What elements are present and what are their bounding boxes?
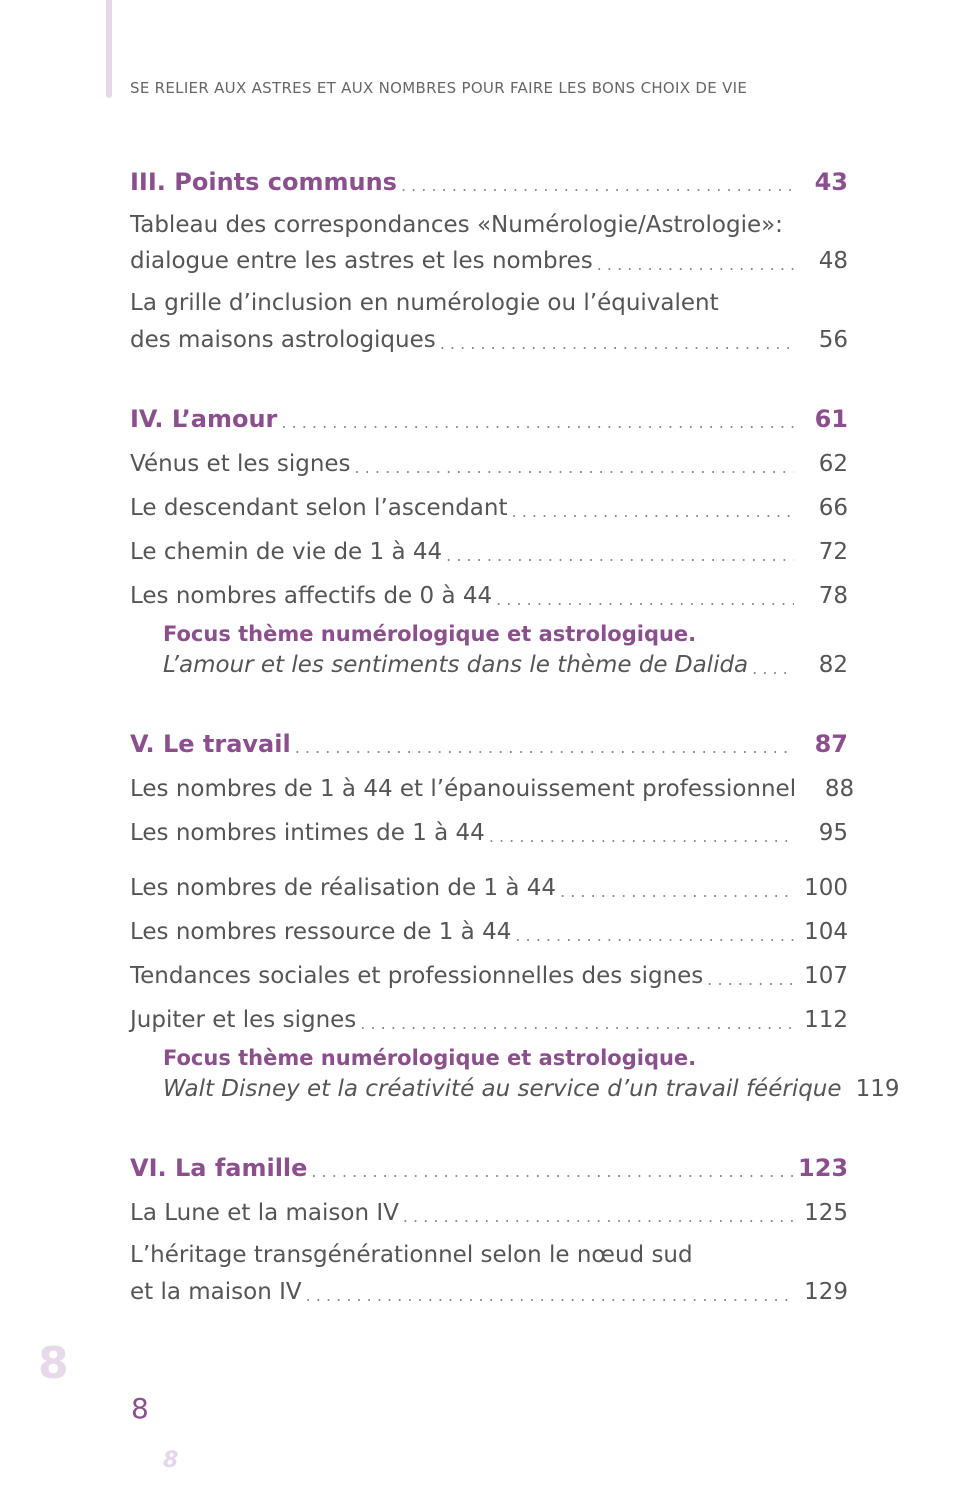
toc-page-number: 62 <box>818 451 848 477</box>
toc-page-number: 48 <box>818 248 848 274</box>
toc-page-number: 72 <box>818 539 848 565</box>
toc-entry-label: Jupiter et les signes <box>130 1007 357 1033</box>
toc-chapter-title: V. Le travail <box>130 730 291 758</box>
toc-chapter-iii[interactable] <box>130 160 848 200</box>
toc-page-number: 43 <box>814 168 848 196</box>
leader-dots <box>560 884 794 906</box>
folio-ghost-small: 8 <box>163 1448 179 1473</box>
toc-entry[interactable] <box>130 530 848 570</box>
toc-chapter-title: III. Points communs <box>130 168 397 196</box>
leader-dots <box>306 1288 794 1310</box>
leader-dots <box>707 972 794 994</box>
toc-page-number: 112 <box>804 1007 848 1033</box>
toc-entry[interactable] <box>130 318 848 358</box>
leader-dots <box>515 928 794 950</box>
toc-entry-label: Les nombres de réalisation de 1 à 44 <box>130 875 557 901</box>
toc-entry-label: La Lune et la maison IV <box>130 1200 399 1226</box>
leader-dots <box>440 336 794 358</box>
page-number: 8 <box>131 1392 149 1425</box>
leader-dots <box>403 1209 794 1231</box>
leader-dots <box>360 1016 794 1038</box>
focus-title[interactable]: Focus thème numérologique et astrologique. <box>163 622 697 646</box>
toc-entry[interactable] <box>130 954 848 994</box>
toc-chapter-iv[interactable] <box>130 397 848 437</box>
toc-page-number: 100 <box>804 875 848 901</box>
toc-page-number: 87 <box>814 730 848 758</box>
toc-entry[interactable] <box>130 1191 848 1231</box>
toc-entry-label: Les nombres intimes de 1 à 44 <box>130 820 485 846</box>
toc-entry[interactable] <box>130 998 848 1038</box>
toc-entry[interactable] <box>130 811 848 851</box>
leader-dots <box>752 661 794 683</box>
leader-dots <box>355 460 794 482</box>
toc-page-number: 95 <box>818 820 848 846</box>
toc-page-number: 107 <box>804 963 848 989</box>
toc-page-number: 61 <box>814 405 848 433</box>
toc-page-number: 78 <box>818 583 848 609</box>
toc-chapter-v[interactable] <box>130 722 848 762</box>
leader-dots <box>496 592 794 614</box>
leader-dots <box>489 829 794 851</box>
toc-page-number: 56 <box>818 327 848 353</box>
toc-page-number: 123 <box>798 1154 849 1182</box>
leader-dots <box>597 257 794 279</box>
toc-chapter-title: VI. La famille <box>130 1154 308 1182</box>
leader-dots <box>311 1164 794 1186</box>
toc-chapter-vi[interactable] <box>130 1146 848 1186</box>
toc-entry-label: L’amour et les sentiments dans le thème de Dalida <box>163 652 749 678</box>
toc-entry-label: Tendances sociales et professionnelles des signes <box>130 963 704 989</box>
toc-entry[interactable] <box>130 442 848 482</box>
toc-focus-entry[interactable] <box>163 1067 900 1107</box>
toc-chapter-title: IV. L’amour <box>130 405 278 433</box>
toc-entry-line[interactable]: Tableau des correspondances «Numérologie/Astrologie»: <box>130 212 783 238</box>
toc-focus-entry[interactable] <box>163 643 848 683</box>
leader-dots <box>295 740 794 762</box>
toc-entry-label: et la maison IV <box>130 1279 302 1305</box>
toc-page-number: 66 <box>818 495 848 521</box>
folio-ghost-large: 8 <box>38 1338 69 1389</box>
toc-entry-label: des maisons astrologiques <box>130 327 436 353</box>
toc-entry[interactable] <box>130 866 848 906</box>
toc-entry[interactable] <box>130 1270 848 1310</box>
toc-page-number: 82 <box>818 652 848 678</box>
toc-entry[interactable] <box>130 574 848 614</box>
toc-entry-label: Les nombres de 1 à 44 et l’épanouissement professionnel <box>130 776 797 802</box>
margin-accent-bar <box>106 0 112 98</box>
toc-entry-label: Les nombres affectifs de 0 à 44 <box>130 583 493 609</box>
leader-dots <box>512 504 794 526</box>
toc-page-number: 104 <box>804 919 848 945</box>
toc-entry-label: Le chemin de vie de 1 à 44 <box>130 539 443 565</box>
leader-dots <box>446 548 794 570</box>
toc-page-number: 88 <box>824 776 855 802</box>
toc-entry[interactable] <box>130 486 848 526</box>
leader-dots <box>401 178 794 200</box>
toc-entry-label: Vénus et les signes <box>130 451 351 477</box>
toc-page-number: 119 <box>855 1076 900 1102</box>
toc-entry-line[interactable]: La grille d’inclusion en numérologie ou l’équivalent <box>130 290 719 316</box>
toc-entry[interactable] <box>130 767 855 807</box>
leader-dots <box>281 415 794 437</box>
toc-entry-label: dialogue entre les astres et les nombres <box>130 248 593 274</box>
toc-entry-label: Le descendant selon l’ascendant <box>130 495 508 521</box>
focus-title[interactable]: Focus thème numérologique et astrologique. <box>163 1046 697 1070</box>
toc-entry-line[interactable]: L’héritage transgénérationnel selon le nœud sud <box>130 1242 693 1268</box>
toc-entry-label: Les nombres ressource de 1 à 44 <box>130 919 512 945</box>
toc-entry[interactable] <box>130 910 848 950</box>
toc-page-number: 129 <box>804 1279 848 1305</box>
toc-entry-label: Walt Disney et la créativité au service d’un travail féérique <box>163 1076 842 1102</box>
toc-entry[interactable] <box>130 239 848 279</box>
running-header: SE RELIER AUX ASTRES ET AUX NOMBRES POUR FAIRE LES BONS CHOIX DE VIE <box>130 79 748 97</box>
toc-page-number: 125 <box>804 1200 848 1226</box>
